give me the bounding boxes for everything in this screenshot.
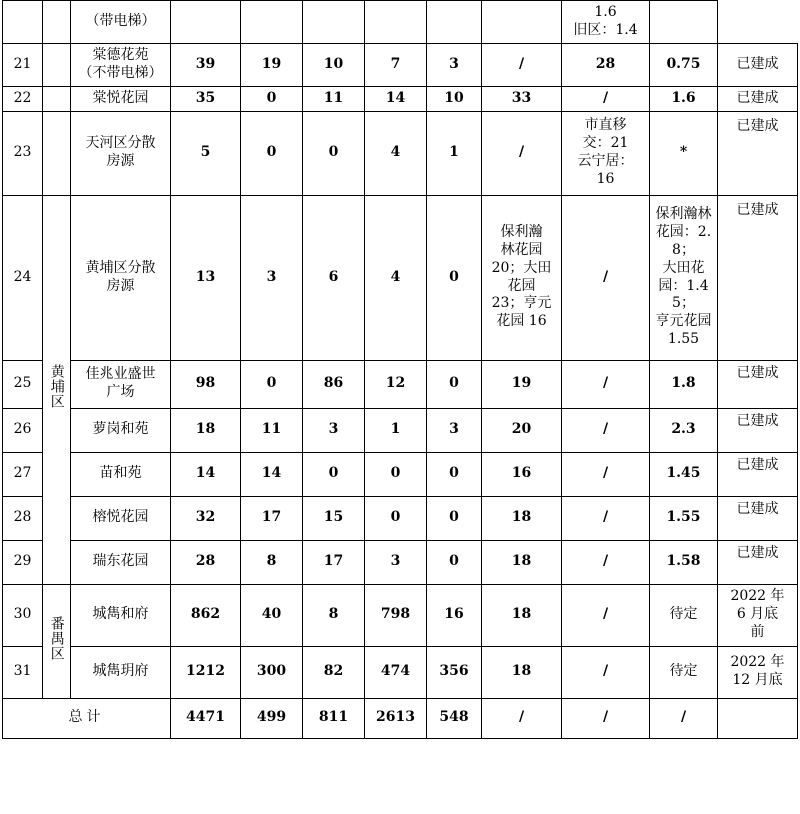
row-index: 24 <box>3 195 43 360</box>
row-c6: 18 <box>482 646 562 698</box>
row-c1: 98 <box>171 360 241 408</box>
row-index: 29 <box>3 540 43 584</box>
row-c8: 0.75 <box>650 43 718 86</box>
row-c7-line-3: 云宁居： <box>577 153 634 170</box>
row-c1: 28 <box>171 540 241 584</box>
total-c5: 548 <box>427 698 482 738</box>
row-status: 已建成 <box>718 195 798 360</box>
row-c8: 1.6 <box>650 86 718 111</box>
row-status <box>650 1 718 44</box>
total-label: 总计 <box>3 698 171 738</box>
row-region <box>43 86 71 111</box>
row-c4: 798 <box>365 584 427 646</box>
row-project: 榕悦花园 <box>71 496 171 540</box>
row-c8: 待定 <box>650 584 718 646</box>
row-c5: 0 <box>427 360 482 408</box>
row-project-line-1: 黄埔区分散 <box>85 259 156 276</box>
row-project <box>71 195 171 360</box>
total-c2: 499 <box>241 698 303 738</box>
row-c7: / <box>562 452 650 496</box>
table-row <box>3 496 798 540</box>
row-index: 31 <box>3 646 43 698</box>
row-project <box>71 43 171 86</box>
row-region <box>43 43 71 86</box>
row-project: 苗和苑 <box>71 452 171 496</box>
row-c2: 40 <box>241 584 303 646</box>
row-status <box>718 584 798 646</box>
row-c4: 0 <box>365 452 427 496</box>
row-c1: 39 <box>171 43 241 86</box>
row-c3: 0 <box>303 111 365 195</box>
row-c7: / <box>562 195 650 360</box>
row-c7-line-2: 交：21 <box>582 135 629 152</box>
row-c3 <box>303 1 365 44</box>
table-row <box>3 408 798 452</box>
row-status: 已建成 <box>718 86 798 111</box>
row-status: 已建成 <box>718 111 798 195</box>
row-c6-line-4: 花园 <box>507 277 536 294</box>
row-status-line-2: 12 月底 <box>732 672 783 689</box>
row-c7: / <box>562 360 650 408</box>
row-c8: 1.58 <box>650 540 718 584</box>
row-status: 已建成 <box>718 360 798 408</box>
row-c3: 86 <box>303 360 365 408</box>
row-c4: 12 <box>365 360 427 408</box>
row-c7-line-2: 旧区：1.4 <box>573 21 638 38</box>
row-c2: 8 <box>241 540 303 584</box>
row-c8: 1.55 <box>650 496 718 540</box>
row-c8: 1.8 <box>650 360 718 408</box>
row-c1: 5 <box>171 111 241 195</box>
row-region <box>43 1 71 44</box>
row-c4: 1 <box>365 408 427 452</box>
row-c7-line-1: 1.6 <box>594 4 617 20</box>
row-c6: 20 <box>482 408 562 452</box>
row-project: 萝岗和苑 <box>71 408 171 452</box>
row-c5 <box>427 1 482 44</box>
row-status-line-1: 2022 年 <box>730 588 785 605</box>
row-c7 <box>562 111 650 195</box>
row-c4: 474 <box>365 646 427 698</box>
row-project-line-1: 天河区分散 <box>85 135 156 152</box>
total-c8: / <box>650 698 718 738</box>
row-status-line-3: 前 <box>750 623 765 640</box>
row-c2: 11 <box>241 408 303 452</box>
row-c8: 待定 <box>650 646 718 698</box>
total-status <box>718 698 798 738</box>
row-index: 27 <box>3 452 43 496</box>
row-c6-line-6: 花园 16 <box>496 313 547 330</box>
row-c8: 1.45 <box>650 452 718 496</box>
total-c4: 2613 <box>365 698 427 738</box>
row-c6-line-2: 林花园 <box>500 241 543 258</box>
row-index: 22 <box>3 86 43 111</box>
row-c1: 1212 <box>171 646 241 698</box>
region-label: 番禺区 <box>48 615 65 661</box>
row-status: 已建成 <box>718 540 798 584</box>
row-c1: 862 <box>171 584 241 646</box>
row-c3: 0 <box>303 452 365 496</box>
row-c6 <box>482 195 562 360</box>
row-c6: 18 <box>482 496 562 540</box>
row-project: 城雋和府 <box>71 584 171 646</box>
table-row <box>3 360 798 408</box>
housing-projects-table <box>2 0 798 739</box>
table-row <box>3 1 798 44</box>
row-c2: 17 <box>241 496 303 540</box>
row-c4: 4 <box>365 195 427 360</box>
row-c6: 18 <box>482 584 562 646</box>
row-c7-line-1: 市直移 <box>584 117 627 134</box>
row-c6-line-3: 20；大田 <box>491 259 552 276</box>
row-c1: 32 <box>171 496 241 540</box>
table-row <box>3 195 798 360</box>
row-c3: 82 <box>303 646 365 698</box>
row-c4: 3 <box>365 540 427 584</box>
row-status <box>718 646 798 698</box>
row-c8-line-4: 园：1.45； <box>658 277 709 312</box>
row-c4 <box>365 1 427 44</box>
row-c8: * <box>650 111 718 195</box>
row-project-line-1: 佳兆业盛世 <box>85 366 156 383</box>
row-index: 30 <box>3 584 43 646</box>
row-c7: / <box>562 86 650 111</box>
row-index: 25 <box>3 360 43 408</box>
row-c1: 35 <box>171 86 241 111</box>
row-c8 <box>650 195 718 360</box>
row-index: 21 <box>3 43 43 86</box>
row-status: 已建成 <box>718 408 798 452</box>
row-c7-line-4: 16 <box>596 170 615 187</box>
region-cell-huangpu <box>43 195 71 584</box>
row-c6-line-5: 23；亨元 <box>491 295 552 312</box>
row-project-line-2: （不带电梯） <box>78 64 163 81</box>
table-row <box>3 452 798 496</box>
total-c1: 4471 <box>171 698 241 738</box>
row-c7: / <box>562 646 650 698</box>
row-project: （带电梯） <box>71 1 171 44</box>
row-c8: 2.3 <box>650 408 718 452</box>
row-project <box>71 111 171 195</box>
row-c7: / <box>562 584 650 646</box>
table-row <box>3 43 798 86</box>
row-project: 瑞东花园 <box>71 540 171 584</box>
row-c4: 7 <box>365 43 427 86</box>
row-c7: / <box>562 496 650 540</box>
row-c3: 6 <box>303 195 365 360</box>
row-c3: 17 <box>303 540 365 584</box>
region-label: 黄埔区 <box>48 364 65 410</box>
row-project-line-2: 房源 <box>106 277 135 294</box>
row-c2 <box>241 1 303 44</box>
row-project-line-1: 棠德花苑 <box>92 46 149 63</box>
row-project-line-2: 广场 <box>106 384 135 401</box>
row-c4: 4 <box>365 111 427 195</box>
row-index <box>3 1 43 44</box>
row-project: 城雋玥府 <box>71 646 171 698</box>
row-status: 已建成 <box>718 43 798 86</box>
row-c6: 18 <box>482 540 562 584</box>
row-c5: 356 <box>427 646 482 698</box>
row-c6-line-1: 保利瀚 <box>500 223 543 240</box>
row-c6: 19 <box>482 360 562 408</box>
row-status: 已建成 <box>718 452 798 496</box>
row-c1 <box>171 1 241 44</box>
row-c8-line-5: 亨元花园 <box>655 313 712 330</box>
row-c7: 28 <box>562 43 650 86</box>
row-c5: 0 <box>427 195 482 360</box>
row-c5: 1 <box>427 111 482 195</box>
table-row <box>3 646 798 698</box>
row-index: 28 <box>3 496 43 540</box>
row-c2: 0 <box>241 86 303 111</box>
row-project: 棠悦花园 <box>71 86 171 111</box>
row-c2: 0 <box>241 111 303 195</box>
table-row <box>3 540 798 584</box>
row-project-line-2: 房源 <box>106 153 135 170</box>
row-c2: 0 <box>241 360 303 408</box>
row-c2: 14 <box>241 452 303 496</box>
total-c7: / <box>562 698 650 738</box>
row-c8-line-6: 1.55 <box>667 331 700 348</box>
row-c8-line-3: 大田花 <box>662 259 705 276</box>
region-cell-panyu <box>43 584 71 698</box>
row-c1: 13 <box>171 195 241 360</box>
table-row <box>3 584 798 646</box>
row-c6: / <box>482 43 562 86</box>
row-status-line-2: 6 月底 <box>736 606 779 623</box>
table-row <box>3 111 798 195</box>
row-c3: 8 <box>303 584 365 646</box>
row-status: 已建成 <box>718 496 798 540</box>
table-total-row <box>3 698 798 738</box>
row-index: 23 <box>3 111 43 195</box>
row-project <box>71 360 171 408</box>
row-c5: 0 <box>427 496 482 540</box>
row-c7 <box>562 1 650 44</box>
row-c6 <box>482 1 562 44</box>
row-c5: 16 <box>427 584 482 646</box>
row-c3: 10 <box>303 43 365 86</box>
row-c1: 14 <box>171 452 241 496</box>
row-c4: 0 <box>365 496 427 540</box>
row-c6: / <box>482 111 562 195</box>
row-c7: / <box>562 408 650 452</box>
row-index: 26 <box>3 408 43 452</box>
row-c3: 3 <box>303 408 365 452</box>
total-c6: / <box>482 698 562 738</box>
row-c6: 33 <box>482 86 562 111</box>
row-c4: 14 <box>365 86 427 111</box>
row-c1: 18 <box>171 408 241 452</box>
row-c5: 0 <box>427 452 482 496</box>
row-c8-line-2: 花园：2.8； <box>655 223 712 258</box>
row-c3: 15 <box>303 496 365 540</box>
row-c5: 10 <box>427 86 482 111</box>
row-c6: 16 <box>482 452 562 496</box>
table-row <box>3 86 798 111</box>
row-region <box>43 111 71 195</box>
row-status-line-1: 2022 年 <box>730 654 785 671</box>
row-c5: 3 <box>427 43 482 86</box>
row-c2: 19 <box>241 43 303 86</box>
row-c5: 3 <box>427 408 482 452</box>
total-c3: 811 <box>303 698 365 738</box>
row-c7: / <box>562 540 650 584</box>
row-c5: 0 <box>427 540 482 584</box>
row-c2: 300 <box>241 646 303 698</box>
row-c3: 11 <box>303 86 365 111</box>
row-c2: 3 <box>241 195 303 360</box>
row-c8-line-1: 保利瀚林 <box>655 205 712 222</box>
